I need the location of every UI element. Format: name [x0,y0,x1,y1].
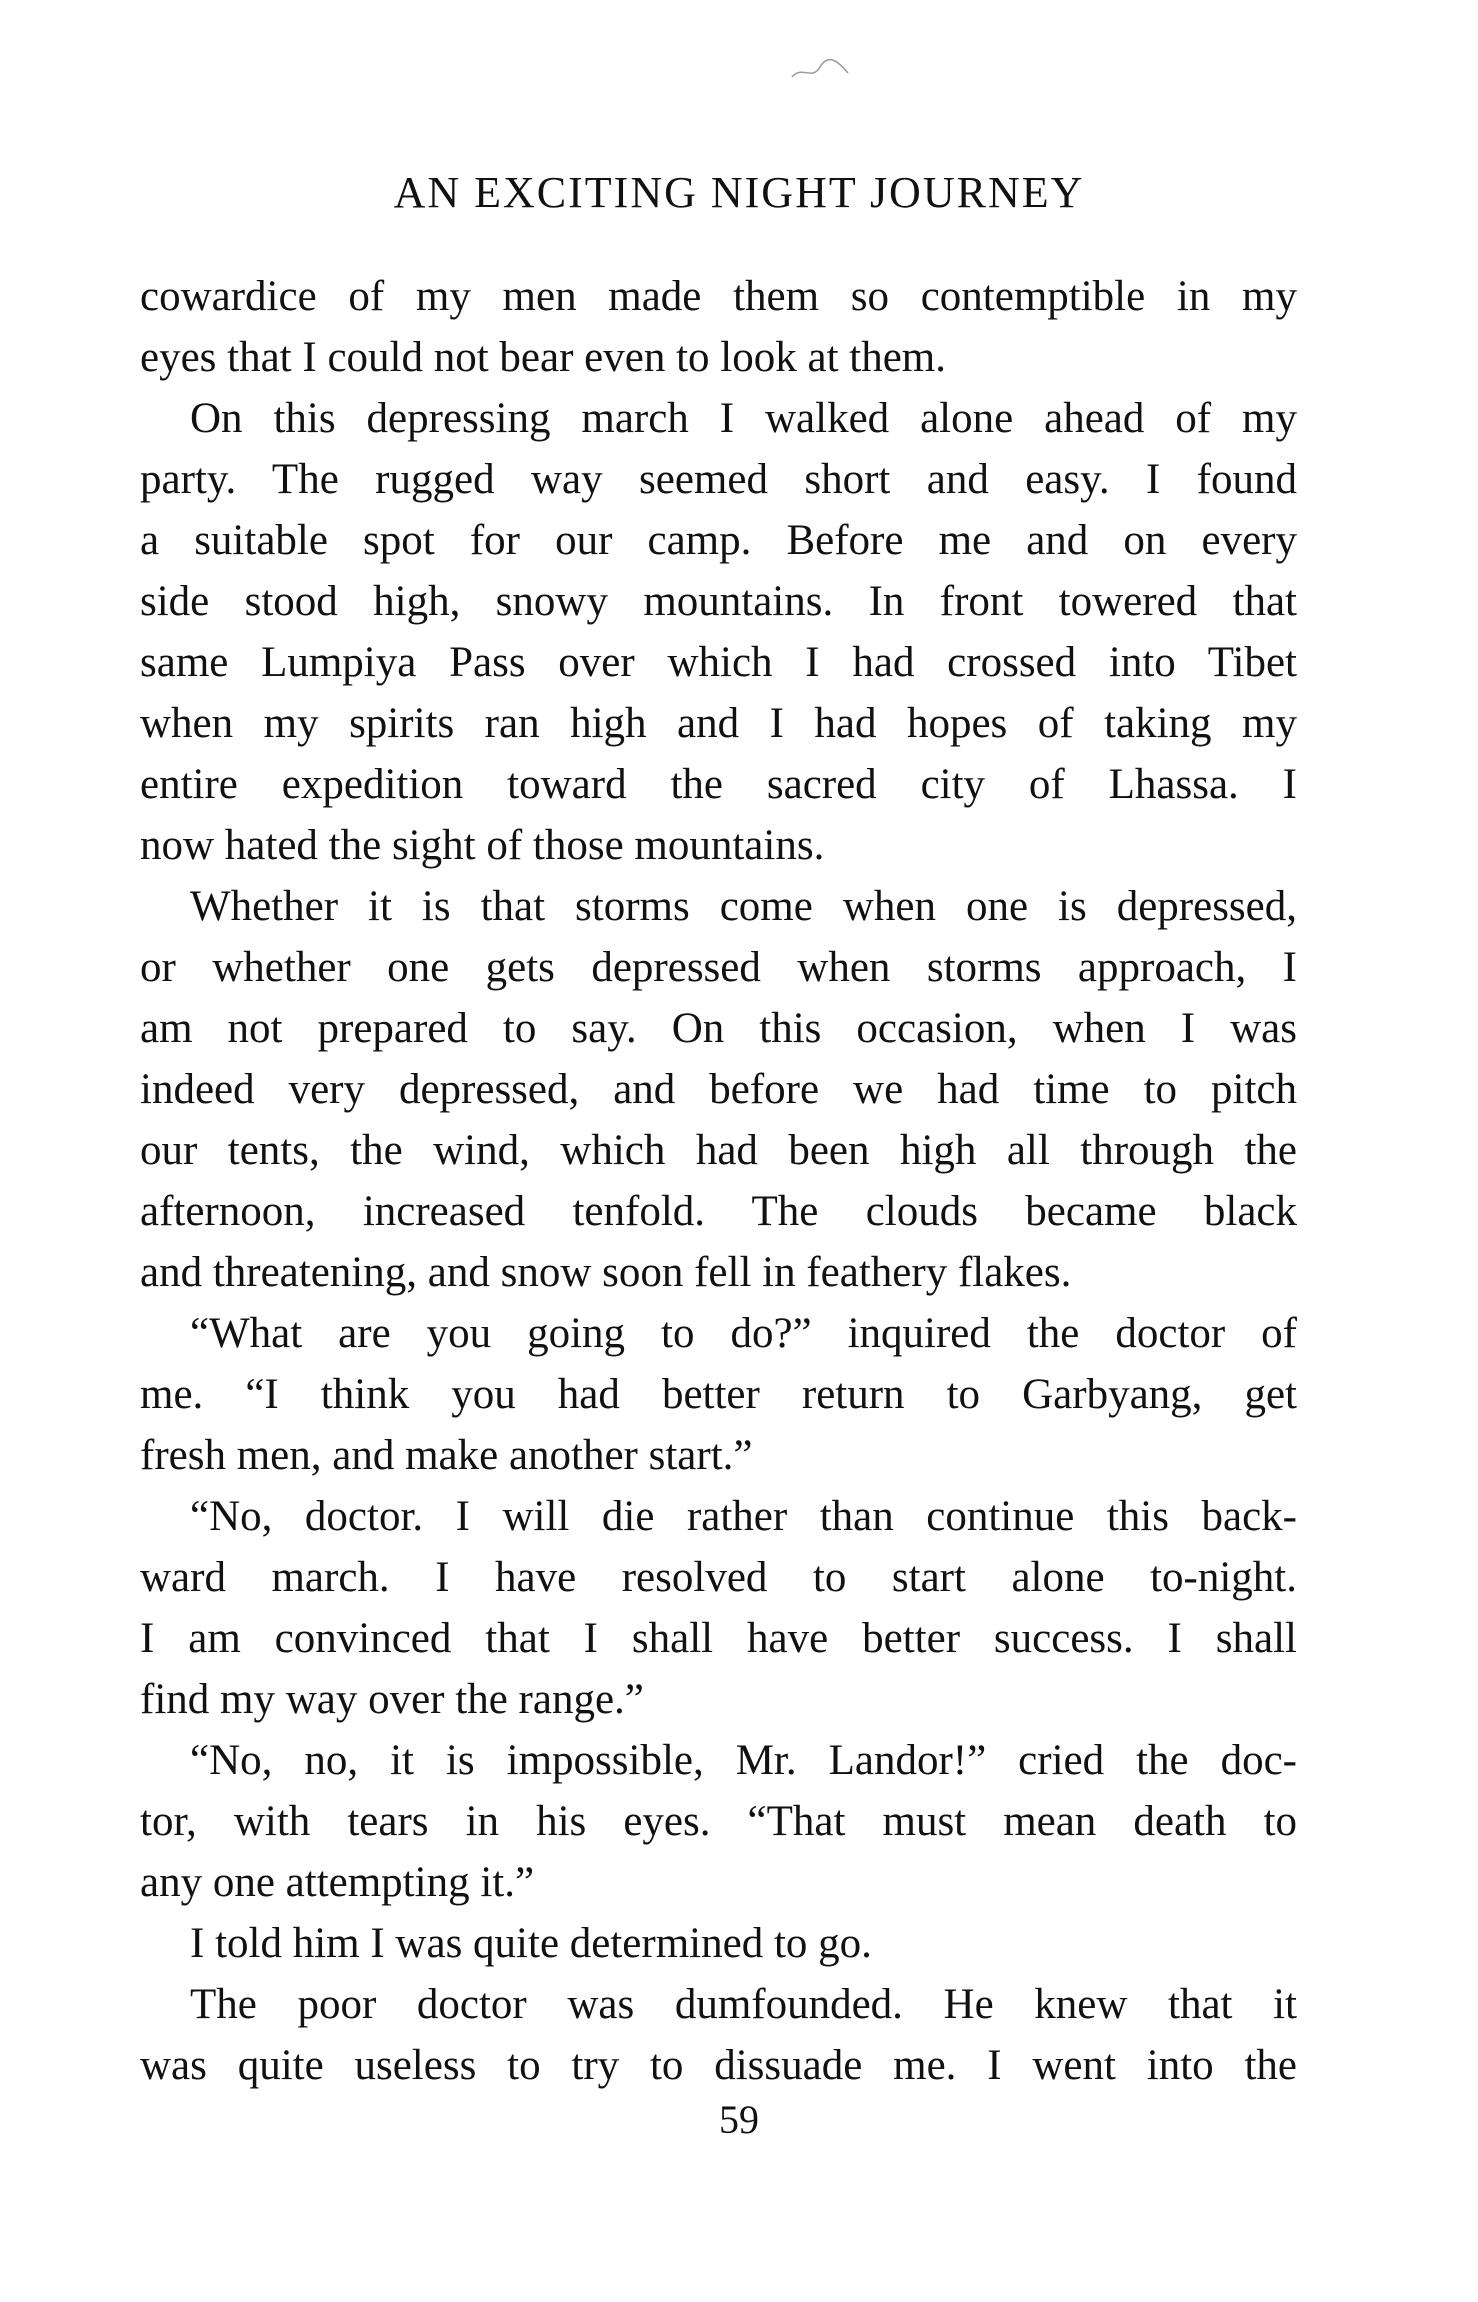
text-line: On this depressing march I walked alone ahead of my [190,395,1297,442]
text-line: any one attempting it.” [140,1859,535,1906]
text-line: indeed very depressed, and before we had time to pitch [140,1066,1297,1113]
text-line: a suitable spot for our camp. Before me and on every [140,517,1297,564]
text-line: I told him I was quite determined to go. [190,1920,872,1967]
running-head: AN EXCITING NIGHT JOURNEY [393,168,1085,217]
text-line: party. The rugged way seemed short and easy. I found [140,456,1297,503]
text-line: or whether one gets depressed when storms approach, I [140,944,1297,991]
text-line: cowardice of my men made them so contemptible in my [140,273,1297,320]
text-line: am not prepared to say. On this occasion, when I was [140,1005,1297,1052]
text-line: ward march. I have resolved to start alone to-night. [140,1554,1297,1601]
text-line: when my spirits ran high and I had hopes of taking my [140,700,1297,747]
text-line: entire expedition toward the sacred city of Lhassa. I [140,761,1297,808]
text-line: The poor doctor was dumfounded. He knew that it [190,1981,1297,2028]
text-line: afternoon, increased tenfold. The clouds became black [140,1188,1297,1235]
text-line: tor, with tears in his eyes. “That must mean death to [140,1798,1297,1845]
text-line: eyes that I could not bear even to look at them. [140,334,946,381]
text-line: Whether it is that storms come when one is depressed, [190,883,1297,930]
text-line: I am convinced that I shall have better success. I shall [140,1615,1297,1662]
page-number: 59 [719,2097,759,2142]
text-line: “No, no, it is impossible, Mr. Landor!” cried the doc- [190,1737,1297,1784]
text-line: now hated the sight of those mountains. [140,822,825,869]
text-line: same Lumpiya Pass over which I had crossed into Tibet [140,639,1297,686]
body-text [140,266,1297,2096]
ink-smudge-mark [790,55,850,85]
text-line: our tents, the wind, which had been high all through the [140,1127,1297,1174]
text-line: me. “I think you had better return to Garbyang, get [140,1371,1297,1418]
text-line: fresh men, and make another start.” [140,1432,753,1479]
text-line: find my way over the range.” [140,1676,644,1723]
text-line: and threatening, and snow soon fell in feathery flakes. [140,1249,1072,1296]
text-line: was quite useless to try to dissuade me. I went into the [140,2042,1297,2089]
text-line: “What are you going to do?” inquired the doctor of [190,1310,1297,1357]
text-line: “No, doctor. I will die rather than continue this back- [190,1493,1297,1540]
text-line: side stood high, snowy mountains. In front towered that [140,578,1297,625]
